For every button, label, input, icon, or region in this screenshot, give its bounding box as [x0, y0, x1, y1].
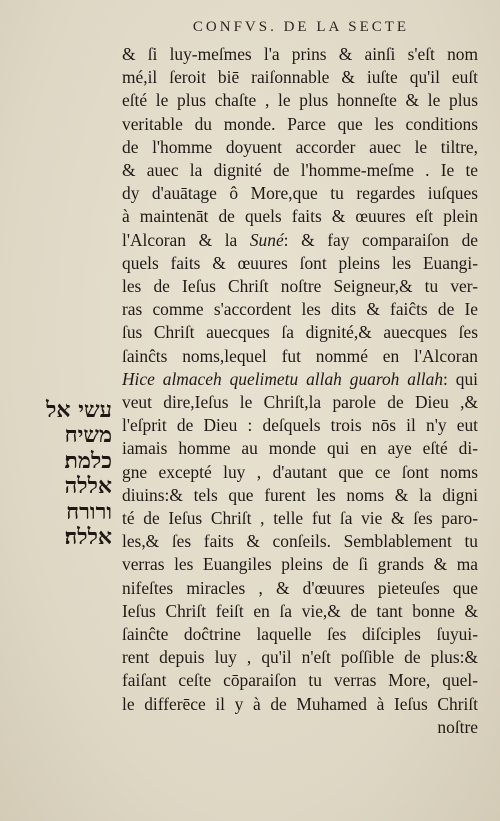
text-line: verras les Euangiles pleins de ſi grands & ma — [122, 554, 478, 575]
hebrew-line: משיח — [64, 422, 112, 449]
text-line — [122, 229, 478, 252]
hebrew-line: ורורח — [66, 498, 112, 525]
text-line: & auec la dignité de l'homme-meſme . Ie te — [122, 160, 478, 181]
text-segment: : & fay comparaiſon de — [283, 229, 478, 250]
text-line: ſus Chriſt auecques ſa dignité,& auecques ſes — [122, 322, 478, 343]
body-text — [122, 43, 478, 739]
text-line: quels faits & œuures ſont pleins les Euangi- — [122, 252, 478, 273]
text-line — [122, 368, 478, 391]
text-line: eſté le plus chaſte , le plus honneſte & le plus — [122, 90, 478, 111]
hebrew-line: עשי אל — [46, 397, 112, 423]
text-line: ſainĉte doĉtrine laquelle ſes diſciples ſuyui- — [122, 624, 478, 645]
text-line: veritable du monde. Parce que les conditions — [122, 113, 478, 134]
text-line: l'eſprit de Dieu : deſquels trois nōs il n'y eut — [122, 415, 478, 436]
text-line: Ieſus Chriſt feiſt en ſa vie,& de tant bonne & — [122, 600, 478, 621]
text-line: & ſi luy-meſmes l'a prins & ainſi s'eſt nom — [122, 44, 478, 64]
text-line: té de Ieſus Chriſt , telle fut ſa vie & ſes paro- — [122, 508, 478, 529]
text-segment: : qui — [443, 368, 478, 389]
text-line: nifeſtes miracles , & d'œuures pieteuſes que — [122, 577, 478, 598]
text-line: faiſant ceſte cōparaiſon tu verras More, quel- — [122, 670, 478, 691]
hebrew-line: אללה — [64, 473, 112, 500]
italic-text-segment: Suné — [249, 229, 284, 250]
text-line: mé,il ſeroit biē raiſonnable & iuſte qu'il euſt — [122, 67, 478, 88]
hebrew-marginal-note — [38, 398, 112, 550]
text-line: les,& ſes faits & conſeils. Semblablement tu — [122, 531, 478, 552]
text-line: ras comme s'accordent les dits & faiĉts de Ie — [122, 299, 478, 320]
text-line: iamais homme au monde qui en aye eſté di- — [122, 438, 478, 459]
text-line: le differēce il y à de Muhamed à Ieſus Chriſt — [122, 693, 478, 714]
text-line: à maintenāt de quels faits & œuures eſt plein — [122, 206, 478, 227]
text-segment: l'Alcoran & la — [122, 229, 250, 250]
text-line: veut dire,Ieſus le Chriſt,la parole de Dieu ,& — [122, 392, 478, 413]
hebrew-line: אללה׃ — [64, 524, 112, 551]
text-line: rent depuis luy , qu'il n'eſt poſſible de plus:& — [122, 647, 478, 668]
text-line: les de Ieſus Chriſt noſtre Seigneur,& tu ver- — [122, 276, 478, 297]
text-line: ſainĉts noms,lequel fut nommé en l'Alcoran — [122, 345, 478, 366]
text-line: noſtre — [437, 716, 478, 737]
text-line: de l'homme doyuent accorder auec le tiltre, — [122, 136, 478, 157]
italic-text-segment: Hice almaceh quelimetu allah guaroh allah — [122, 368, 444, 389]
text-line: gne excepté luy , d'autant que ce ſont noms — [122, 461, 478, 482]
text-line: dy d'auātage ô More,que tu regardes iuſques — [122, 183, 478, 204]
running-header: CONFVS. DE LA SECTE — [192, 19, 410, 35]
hebrew-line: כלמת׃ — [64, 447, 112, 474]
text-line: diuins:& tels que furent les noms & la digni — [122, 484, 478, 505]
